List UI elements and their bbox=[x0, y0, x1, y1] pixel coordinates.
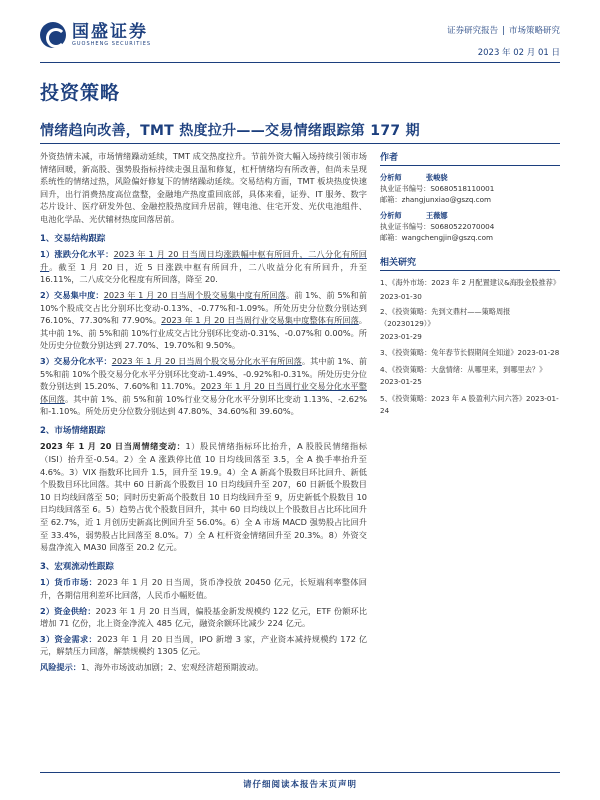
author-row bbox=[380, 210, 560, 221]
author-cert: 执业证书编号：S0680518110001 bbox=[380, 184, 495, 193]
paragraph-concentration bbox=[40, 289, 367, 352]
risk-label: 风险提示： bbox=[40, 661, 81, 672]
page-header bbox=[0, 0, 600, 64]
paragraph-label: 2）交易集中度： bbox=[40, 289, 104, 300]
section-heading-sentiment: 2、市场情绪跟踪 bbox=[40, 425, 106, 436]
summary-paragraph: 外资热情未减，市场情绪躁动延续，TMT 成交热度拉升。节前外资大幅入场持续引领市场情绪回暖，新高股、强势股指标持续走强且温和修复，杠杆情绪均有所改善，但尚未呈现系统性的情绪过热，风险偏好修复下的情绪躁动延续。交易结构方面，TMT 板块热度快速回升，出行消费热度高位盘整，金融地产热度重回底部，具体来看，证券、IT 服务、数字芯片设计、医疗研发外包、金融控股热度回升居前，锂电池、住宅开发、光伏电池组件、电池化学品、光伏辅材热度回落居前。 bbox=[40, 151, 367, 224]
paragraph-text: 。前 1%、前 5%和前 10%个股成交占比分别环比变动-0.13%、-0.77%和-1.09%。所处历史分位数分别达到 76.10%、77.30%和 77.90%。 bbox=[40, 289, 368, 326]
footer-disclaimer: 请仔细阅读本报告末页声明 bbox=[242, 780, 357, 790]
paragraph-sentiment bbox=[40, 440, 367, 553]
title-divider bbox=[40, 143, 560, 144]
brand-name-en: GUOSHENG SECURITIES bbox=[72, 40, 152, 47]
author-email[interactable]: 邮箱：zhangjunxiao@gszq.com bbox=[380, 195, 492, 204]
report-title: 情绪趋向改善，TMT 热度拉升——交易情绪跟踪第 177 期 bbox=[40, 123, 420, 139]
paragraph-fund-demand bbox=[40, 633, 367, 658]
paragraph-label: 2023 年 1 月 20 日当周情绪变动： bbox=[40, 441, 186, 452]
paragraph-text: 2023 年 1 月 20 日当周，偏股基金新发规模约 122 亿元，ETF 份额环比增加 71 亿份，北上资金净流入 485 亿元，融资余额环比减少 224 亿元。 bbox=[40, 605, 368, 629]
paragraph-text: 。截至 1 月 20 日，近 5 日涨跌中枢有所回升，二八收益分化有所回升，升至 16.11%，二八成交分化程度有所回落，降至 20. bbox=[40, 261, 367, 285]
header-divider bbox=[40, 62, 560, 63]
author-name: 张峻骁 bbox=[426, 173, 448, 182]
related-research-date: 2023-01-30 bbox=[380, 291, 422, 301]
sidebar bbox=[380, 150, 560, 418]
related-research-heading: 相关研究 bbox=[380, 255, 560, 271]
author-cert: 执业证书编号：S0680522070004 bbox=[380, 222, 495, 231]
risk-text: 1、海外市场波动加剧；2、宏观经济超预期波动。 bbox=[80, 661, 264, 672]
related-research-item[interactable]: 1、《海外市场：2023 年 2 月配置建议&海股金股推荐》 bbox=[380, 278, 561, 287]
highlight-text: 2023 年 1 月 20 日当周日均涨跌幅中枢有所回升，二八分化有所回升 bbox=[40, 249, 367, 272]
risk-warning bbox=[40, 661, 367, 674]
author-row bbox=[380, 172, 560, 183]
section-heading-liquidity: 3、宏观流动性跟踪 bbox=[40, 561, 114, 572]
paragraph-fund-supply bbox=[40, 605, 367, 630]
paragraph-label: 3）资金需求： bbox=[40, 633, 98, 644]
paragraph-money-market bbox=[40, 576, 367, 601]
report-type: 证券研究报告 bbox=[447, 26, 499, 36]
paragraph-divergence bbox=[40, 248, 367, 286]
highlight-text: 2023 年 1 月 20 日当周个股交易集中度有所回落 bbox=[103, 289, 286, 300]
paragraph-text: 。其中前 1%、前 5%和前 10%个股交易分化水平分别环比变动-1.49%、-0.92%和-0.31%。所处历史分位数分别达到 15.20%、7.60%和 11.70%。 bbox=[40, 355, 368, 392]
report-category: 市场策略研究 bbox=[508, 26, 560, 36]
highlight-text: 2023 年 1 月 20 日当周行业交易分化水平整体回落 bbox=[40, 381, 367, 404]
highlight-text: 2023 年 1 月 20 日当周个股交易分化水平有所回落 bbox=[111, 355, 302, 366]
author-role: 分析师 bbox=[380, 173, 402, 182]
footer-divider bbox=[40, 772, 560, 773]
brand-name-zh: 国盛证券 bbox=[72, 21, 148, 42]
author-email[interactable]: 邮箱：wangchengjin@gszq.com bbox=[380, 233, 494, 242]
highlight-text: 2023 年 1 月 20 日当周行业交易集中度整体有所回落 bbox=[161, 315, 359, 326]
main-content bbox=[40, 150, 367, 674]
author-block bbox=[380, 172, 560, 205]
authors-heading: 作者 bbox=[380, 150, 560, 166]
report-date: 2023 年 02 月 01 日 bbox=[477, 48, 560, 58]
paragraph-text: 2023 年 1 月 20 日当周，货币净投放 20450 亿元，长短端利率整体回升，各期信用利差环比回落，人民币小幅贬值。 bbox=[40, 577, 367, 600]
paragraph-label: 3）交易分化水平： bbox=[40, 355, 112, 366]
paragraph-trading-divergence bbox=[40, 355, 367, 418]
brand-logo-icon bbox=[40, 22, 66, 48]
related-research-item[interactable]: 2、《投资策略：先到文鼎村——策略周报（20230129）》 bbox=[380, 307, 511, 328]
paragraph-text: 2023 年 1 月 20 日当周，IPO 新增 3 家，产业资本减持规模约 172 亿元，解禁压力回落，解禁规模约 1305 亿元。 bbox=[40, 633, 368, 657]
author-role: 分析师 bbox=[380, 211, 402, 220]
paragraph-label: 1）涨跌分化水平： bbox=[40, 249, 114, 260]
author-name: 王薇娜 bbox=[426, 211, 448, 220]
related-research-item[interactable]: 3、《投资策略：兔年春节长假期间全知道》2023-01-28 bbox=[380, 347, 560, 357]
paragraph-text: 1）股民情绪指标环比抬升，A 股股民情绪指标（ISI）抬升至-0.54。2）全 A 涨跌停比值 10 日均线回落至 3.5，全 A 换手率抬升至 4.6%。3）VIX 指数环比回升 1.5，回升至 19.9。4）全 A 新高个股数目环比回升、新低个股数目环比回落。其中 60 日新高个股数目 10 日均线回升至 207，60 日新低个股数目 10 日均线回落至 50；同时历史新高个股数目 10 日均线回升至 9，历史新低个股数目 10 日均线回落至 6。5）趋势占优个股数目回升，其中 60 日均线以上个股数目占比环比回升至 62.7%，近 1 月创历史新高比例回升至 56.0%。6）全 A 市场 MACD 强势股占比回升至 33.4%，弱势股占比回落至 8.0%。7）全 A 杠杆资金情绪回升至 20.3%。8）外资交易盘净流入 MA30 回落至 20.2 亿元。 bbox=[40, 441, 367, 553]
document-type: 投资策略 bbox=[40, 82, 121, 104]
related-research-date: 2023-01-29 bbox=[380, 332, 422, 341]
paragraph-label: 2）资金供给： bbox=[40, 605, 96, 616]
section-heading-trading-structure: 1、交易结构跟踪 bbox=[40, 233, 106, 244]
author-block bbox=[380, 210, 560, 243]
report-classification bbox=[447, 24, 560, 36]
brand-logo bbox=[40, 22, 151, 48]
paragraph-label: 1）货币市场： bbox=[40, 577, 98, 588]
related-research-item[interactable]: 4、《投资策略：大盘情绪：从哪里来，到哪里去？》2023-01-25 bbox=[380, 365, 547, 386]
paragraph-text: 。其中前 1%、前 5%和前 10%行业交易分化水平分别环比变动 1.13%、-2.62%和-1.10%。所处历史分位数分别达到 47.80%、34.60%和 39.60%。 bbox=[40, 393, 367, 417]
paragraph-text: 。其中前 1%、前 5%和前 10%行业成交占比分别环比变动-0.31%、-0.07%和 0.00%。所处历史分位数分别达到 27.70%、19.70%和 9.50%。 bbox=[40, 315, 367, 351]
related-research-item[interactable]: 5、《投资策略：2023 年 A 股盈利六问六答》2023-01-24 bbox=[380, 394, 559, 415]
separator: | bbox=[502, 26, 505, 36]
